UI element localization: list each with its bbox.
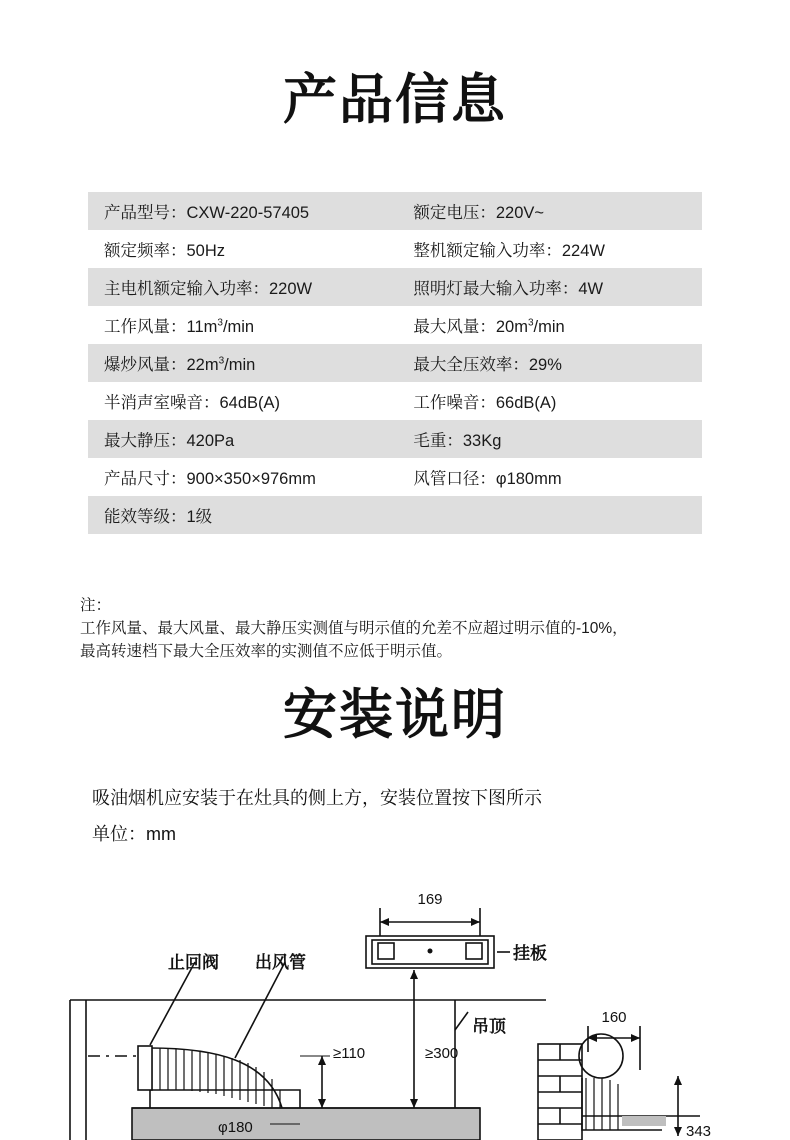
table-row	[88, 268, 702, 306]
spec-cell-left: 半消声室噪音：64dB(A)	[88, 382, 397, 420]
label-hanging-plate: 挂板	[513, 944, 547, 963]
installation-diagram	[0, 880, 790, 1140]
check-valve	[138, 1046, 152, 1090]
spec-cell-left: 最大静压：420Pa	[88, 420, 397, 458]
dim-label-343: 343	[686, 1123, 712, 1140]
spec-cell-right: 整机额定输入功率：224W	[397, 230, 702, 268]
spec-cell-right: 照明灯最大输入功率：4W	[397, 268, 702, 306]
leader-exhaust-pipe	[235, 962, 285, 1058]
spec-cell-left: 能效等级：1级	[88, 496, 397, 534]
spec-cell-right: 风管口径：φ180mm	[397, 458, 702, 496]
spec-cell-left: 工作风量：$11m^3/\min$	[88, 306, 397, 344]
install-description	[92, 780, 732, 852]
table-row	[88, 306, 702, 344]
dim-label-phi180: φ180	[218, 1119, 253, 1136]
table-row	[88, 230, 702, 268]
spec-cell-right: 额定电压：220V~	[397, 192, 702, 230]
spec-cell-left: 产品尺寸：900×350×976mm	[88, 458, 397, 496]
hood-body	[132, 1108, 480, 1140]
table-row	[88, 382, 702, 420]
spec-cell-right: 最大全压效率：29%	[397, 344, 702, 382]
duct-circle	[579, 1034, 623, 1078]
spec-table-body	[88, 192, 702, 534]
table-row	[88, 420, 702, 458]
install-line-1: 吸油烟机应安装于在灶具的侧上方，安装位置按下图所示	[92, 788, 542, 808]
label-exhaust-pipe: 出风管	[255, 953, 306, 972]
spec-cell-right	[397, 496, 702, 534]
spec-cell-right: 最大风量：$20m^3/\min$	[397, 306, 702, 344]
spec-cell-right: 毛重：33Kg	[397, 420, 702, 458]
duct-corrugations	[152, 1048, 280, 1108]
spec-cell-left: 主电机额定输入功率：220W	[88, 268, 397, 306]
note-line-2: 最高转速档下最大全压效率的实测值不应低于明示值。	[80, 643, 453, 660]
page-title-install-instructions: 安装说明	[283, 685, 507, 745]
install-line-2: 单位：mm	[92, 824, 176, 844]
label-check-valve: 止回阀	[168, 953, 219, 972]
table-row	[88, 192, 702, 230]
brick-wall	[538, 1044, 582, 1140]
table-row	[88, 496, 702, 534]
table-row	[88, 344, 702, 382]
note-line-1: 工作风量、最大风量、最大静压实测值与明示值的允差不应超过明示值的-10%，	[80, 620, 628, 637]
dim-label-160: 160	[601, 1009, 627, 1026]
spec-cell-left: 产品型号：CXW-220-57405	[88, 192, 397, 230]
page-title-product-info: 产品信息	[283, 70, 507, 130]
leader-check-valve	[150, 962, 195, 1045]
dim-label-169: 169	[417, 891, 443, 908]
spec-cell-left: 额定频率：50Hz	[88, 230, 397, 268]
note-block	[80, 594, 720, 663]
spec-cell-left: 爆炒风量：$22m^3/\min$	[88, 344, 397, 382]
table-row	[88, 458, 702, 496]
label-ceiling: 吊顶	[472, 1017, 506, 1036]
dim-label-300: ≥300	[425, 1045, 459, 1062]
spec-cell-right: 工作噪音：66dB(A)	[397, 382, 702, 420]
leader-ceiling	[455, 1012, 468, 1030]
dim-label-110: ≥110	[333, 1045, 366, 1062]
note-label: 注：	[80, 597, 112, 614]
product-spec-table	[88, 192, 702, 534]
